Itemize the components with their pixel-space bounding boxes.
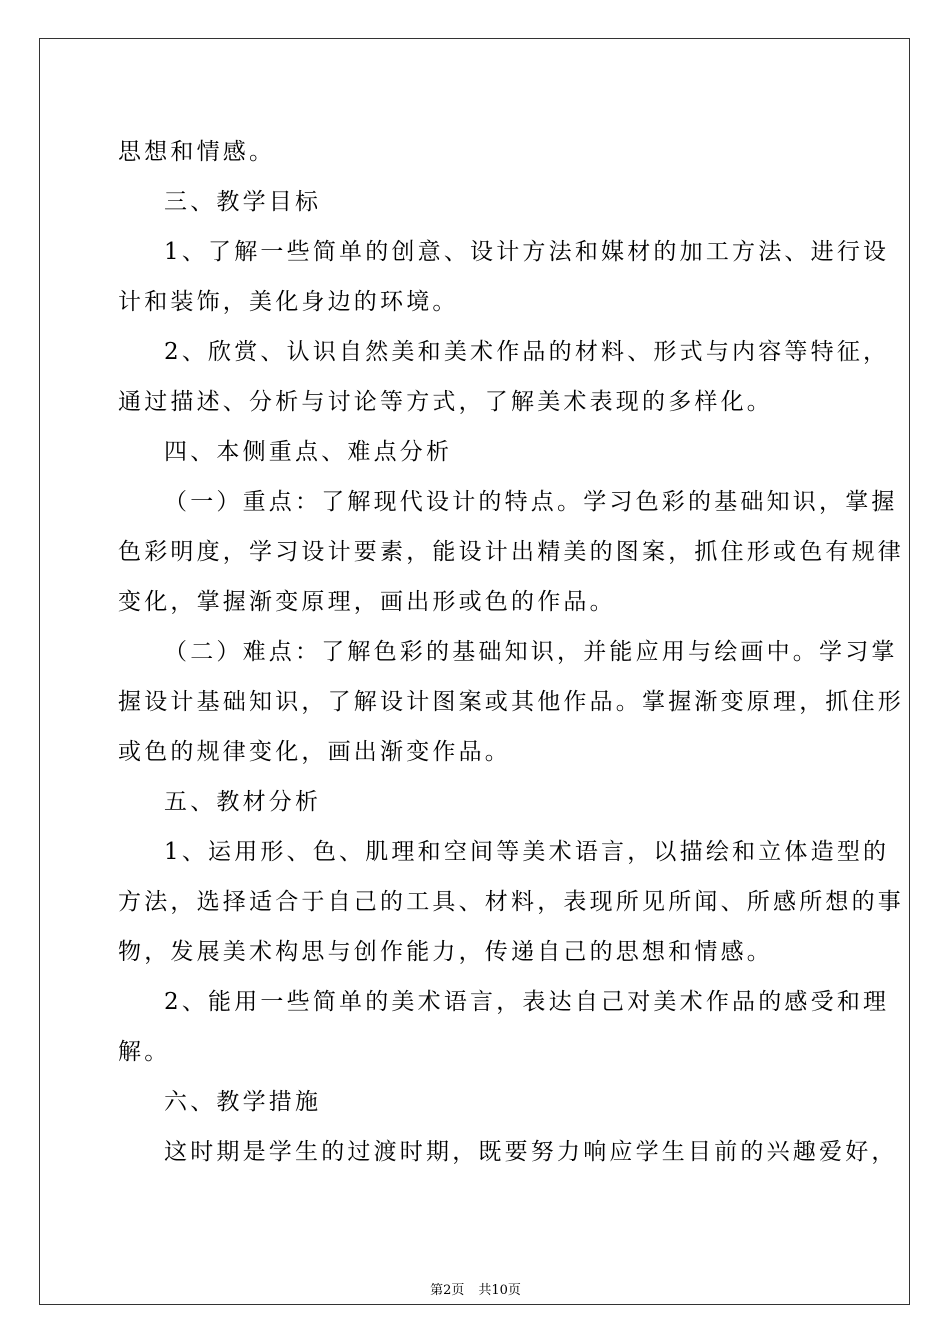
section-heading: 五、教材分析	[164, 789, 322, 815]
body-text-line: 变化，掌握渐变原理，画出形或色的作品。	[118, 589, 616, 615]
page-total: 共10页	[478, 1283, 521, 1298]
body-text-line: 1、运用形、色、肌理和空间等美术语言，以描绘和立体造型的	[164, 839, 890, 865]
body-text-line: 2、欣赏、认识自然美和美术作品的材料、形式与内容等特征，	[164, 339, 890, 365]
body-text-line: 这时期是学生的过渡时期，既要努力响应学生目前的兴趣爱好，	[164, 1139, 898, 1165]
body-text-line: 2、能用一些简单的美术语言，表达自己对美术作品的感受和理	[164, 989, 890, 1015]
page-number: 第2页	[430, 1283, 465, 1298]
page-frame	[39, 38, 910, 1305]
body-text-line: 计和装饰，美化身边的环境。	[118, 289, 459, 315]
body-text-line: 1、了解一些简单的创意、设计方法和媒材的加工方法、进行设	[164, 239, 890, 265]
page-footer	[40, 1282, 911, 1300]
body-text-line: 通过描述、分析与讨论等方式，了解美术表现的多样化。	[118, 389, 773, 415]
body-text-line: （二）难点：了解色彩的基础知识，并能应用与绘画中。学习掌	[164, 639, 898, 665]
body-text-line: 解。	[118, 1039, 171, 1065]
section-heading: 六、教学措施	[164, 1089, 322, 1115]
body-text-line: 握设计基础知识，了解设计图案或其他作品。掌握渐变原理，抓住形	[118, 689, 904, 715]
body-text-line: 色彩明度，学习设计要素，能设计出精美的图案，抓住形或色有规律	[118, 539, 904, 565]
body-text-line: （一）重点：了解现代设计的特点。学习色彩的基础知识，掌握	[164, 489, 898, 515]
body-text-line: 物，发展美术构思与创作能力，传递自己的思想和情感。	[118, 939, 773, 965]
body-text-line: 或色的规律变化，画出渐变作品。	[118, 739, 511, 765]
section-heading: 三、教学目标	[164, 189, 322, 215]
body-text-line: 思想和情感。	[118, 139, 276, 165]
section-heading: 四、本侧重点、难点分析	[164, 439, 453, 465]
body-text-line: 方法，选择适合于自己的工具、材料，表现所见所闻、所感所想的事	[118, 889, 904, 915]
